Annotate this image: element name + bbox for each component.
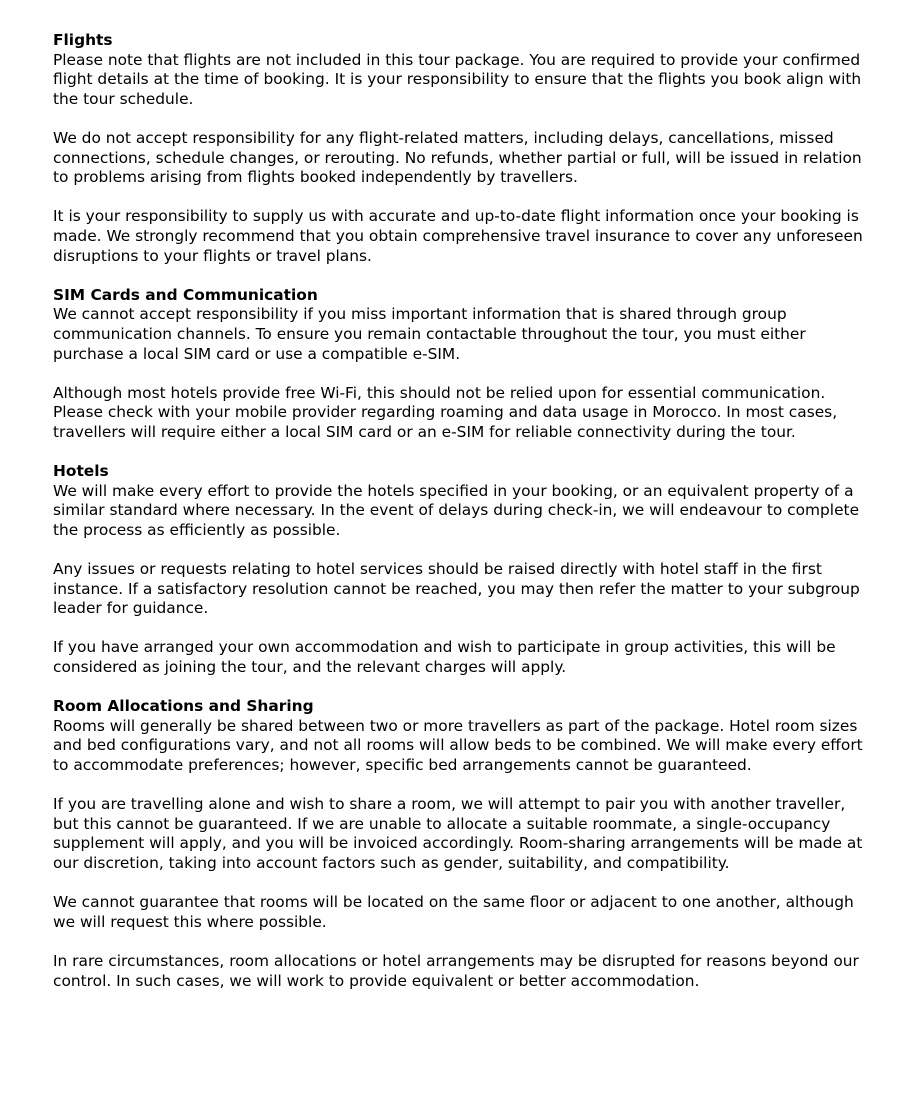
paragraph: Although most hotels provide free Wi-Fi, this should not be relied upon for essential communication. Please check with your mobile provider regarding roaming and data usage in Morocco. In most cases, travellers will require either a local SIM card or an e-SIM for reliable connectivity during the tour. [53,383,838,441]
paragraph: It is your responsibility to supply us with accurate and up-to-date flight information once your booking is made. We strongly recommend that you obtain comprehensive travel insurance to cover any unforeseen disruptions to your flights or travel plans. [53,207,863,265]
section-heading: Room Allocations and Sharing [53,697,314,716]
section-flights [53,31,863,266]
section-hotels [53,462,863,678]
paragraph: We cannot accept responsibility if you miss important information that is shared through group communication channels. To ensure you remain contactable throughout the tour, you must either purchase a local SIM card or use a compatible e-SIM. [53,305,806,363]
section-heading: Flights [53,31,113,49]
paragraph: We do not accept responsibility for any flight-related matters, including delays, cancellations, missed connections, schedule changes, or rerouting. No refunds, whether partial or full, will be issued in relation to problems arising from flights booked independently by travellers. [53,128,862,187]
paragraph: In rare circumstances, room allocations or hotel arrangements may be disrupted for reasons beyond our control. In such cases, we will work to provide equivalent or better accommodation. [53,951,859,990]
section-sim-cards [53,286,863,443]
paragraph: If you are travelling alone and wish to share a room, we will attempt to pair you with another traveller, but this cannot be guaranteed. If we are unable to allocate a suitable roommate, a single-occupancy supplement will apply, and you will be invoiced accordingly. Room-sharing arrangements will be made at our discretion, taking into account factors such as gender, suitability, and compatibility. [53,795,863,872]
paragraph: If you have arranged your own accommodation and wish to participate in group activities, this will be considered as joining the tour, and the relevant charges will apply. [53,638,836,676]
paragraph: Rooms will generally be shared between two or more travellers as part of the package. Hotel room sizes and bed configurations vary, and not all rooms will allow beds to be combined. We will make every effort to accommodate preferences; however, specific bed arrangements cannot be guaranteed. [53,716,863,774]
terms-document [53,31,863,991]
paragraph: We cannot guarantee that rooms will be located on the same floor or adjacent to one another, although we will request this where possible. [53,893,854,931]
paragraph: Please note that flights are not included in this tour package. You are required to provide your confirmed flight details at the time of booking. It is your responsibility to ensure that the flights you book align with the tour schedule. [53,50,862,108]
section-heading: Hotels [53,462,109,481]
paragraph: We will make every effort to provide the hotels specified in your booking, or an equivalent property of a similar standard where necessary. In the event of delays during check-in, we will endeavour to complete the process as efficiently as possible. [53,481,860,539]
paragraph: Any issues or requests relating to hotel services should be raised directly with hotel staff in the first instance. If a satisfactory resolution cannot be reached, you may then refer the matter to your subgroup leader for guidance. [53,560,860,618]
section-heading: SIM Cards and Communication [53,285,318,304]
section-room-allocations [53,697,863,991]
